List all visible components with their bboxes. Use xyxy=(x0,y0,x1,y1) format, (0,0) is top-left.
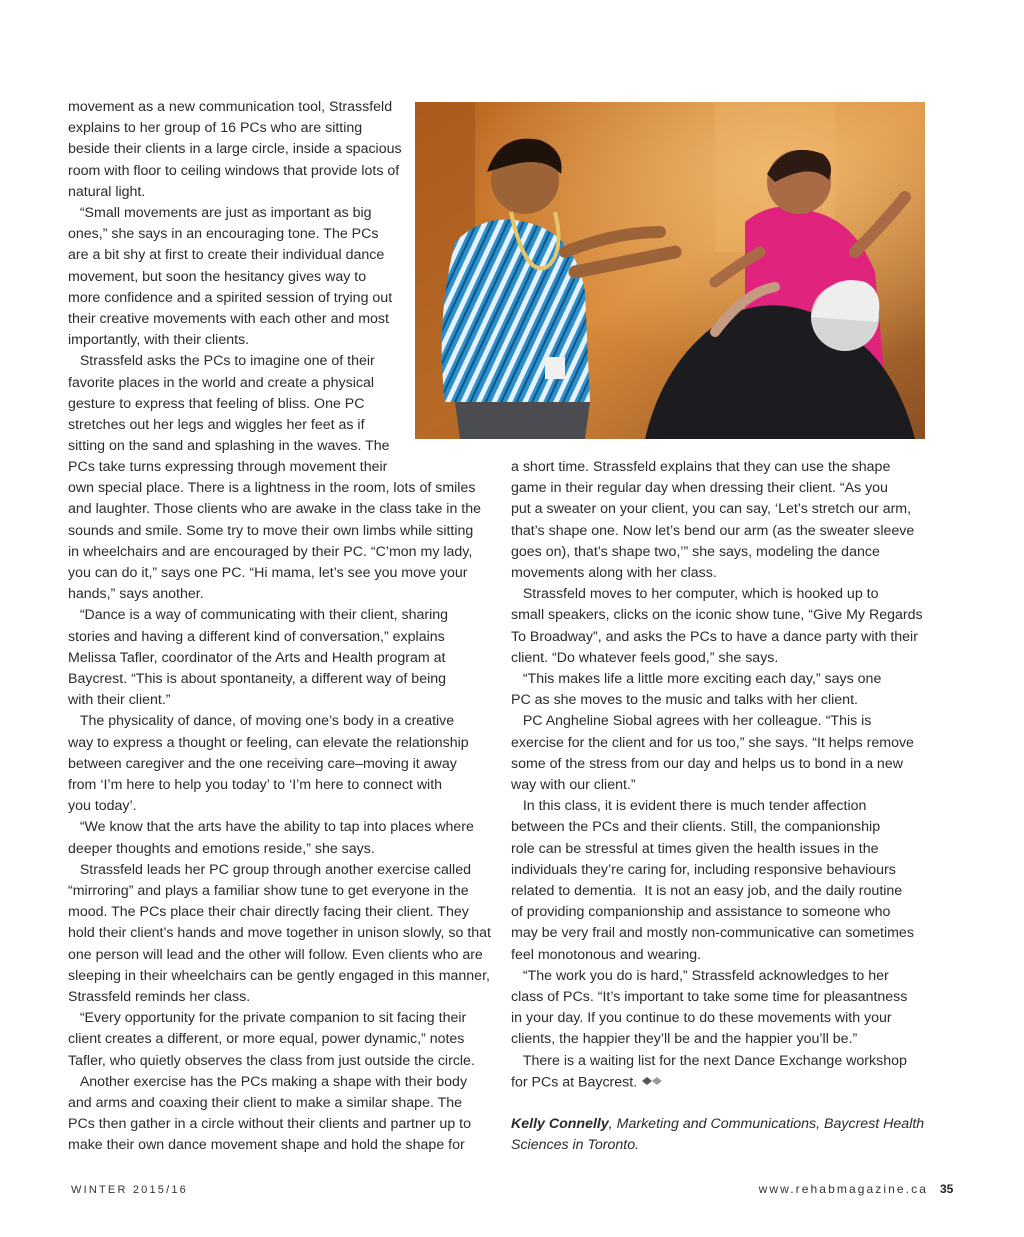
left-top-line: favorite places in the world and create a physical xyxy=(68,374,374,391)
left-bottom-line: client creates a different, or more equal, power dynamic,” notes xyxy=(68,1031,465,1048)
left-bottom-line: “Every opportunity for the private companion to sit facing their xyxy=(68,1010,467,1027)
left-bottom-line: in wheelchairs and are encouraged by their PC. “C’mon my lady, xyxy=(68,543,473,560)
author-affiliation: Sciences in Toronto. xyxy=(511,1137,640,1154)
right-line: may be very frail and mostly non-communicative can sometimes xyxy=(511,925,914,942)
right-line: class of PCs. “It’s important to take some time for pleasantness xyxy=(511,989,908,1005)
left-bottom-line: way to express a thought or feeling, can elevate the relationship xyxy=(68,734,469,751)
left-bottom-line: you today’. xyxy=(68,798,137,815)
left-bottom-line: Strassfeld reminds her class. xyxy=(68,989,251,1005)
left-top-line: importantly, with their clients. xyxy=(68,332,250,349)
left-bottom-line: and arms and coaxing their client to make a similar shape. The xyxy=(68,1095,463,1111)
left-bottom-line: one person will lead and the other will follow. Even clients who are xyxy=(68,946,483,963)
left-bottom-line: Baycrest. “This is about spontaneity, a different way of being xyxy=(68,671,447,687)
left-top-line: explains to her group of 16 PCs who are sitting xyxy=(68,120,363,137)
right-line: In this class, it is evident there is much tender affection xyxy=(511,798,867,815)
left-top-line: are a bit shy at first to create their individual dance xyxy=(68,247,385,264)
right-line: “The work you do is hard,” Strassfeld acknowledges to her xyxy=(511,967,889,984)
right-line: small speakers, clicks on the iconic show tune, “Give My Regards xyxy=(511,607,923,624)
right-line: clients, the happier they’ll be and the happier you’ll be.” xyxy=(511,1031,858,1048)
right-line: To Broadway”, and asks the PCs to have a dance party with their xyxy=(511,628,918,645)
right-line: of providing companionship and assistance to someone who xyxy=(511,904,891,921)
issue-label: WINTER 2015/16 xyxy=(71,1184,189,1196)
left-top-line: more confidence and a spirited session of trying out xyxy=(68,289,393,306)
right-line: between the PCs and their clients. Still, the companionship xyxy=(511,819,881,836)
left-top-line: ones,” she says in an encouraging tone. The PCs xyxy=(68,226,379,243)
left-bottom-line: PCs then gather in a circle without their clients and partner up to xyxy=(68,1116,471,1133)
right-line: Strassfeld moves to her computer, which is hooked up to xyxy=(511,586,879,603)
right-line: some of the stress from our day and helps us to bond in a new xyxy=(511,755,903,772)
right-line: a short time. Strassfeld explains that they can use the shape xyxy=(511,459,891,475)
left-bottom-line: PCs take turns expressing through movement their xyxy=(68,459,388,475)
article-photo xyxy=(415,102,925,439)
left-top-line: stretches out her legs and wiggles her feet as if xyxy=(68,417,365,433)
right-line: “This makes life a little more exciting each day,” says one xyxy=(511,671,882,687)
right-line: related to dementia. It is not an easy job, and the daily routine xyxy=(511,883,903,899)
left-bottom-line: Strassfeld leads her PC group through another exercise called xyxy=(68,861,471,878)
left-bottom-line: and laughter. Those clients who are awake in the class take in the xyxy=(68,501,482,518)
dance-class-photo xyxy=(415,102,925,439)
right-line: that’s shape one. Now let’s bend our arm (as the sweater sleeve xyxy=(511,522,915,539)
left-top-line: movement, but soon the hesitancy gives way to xyxy=(68,268,367,285)
right-line: put a sweater on your client, you can say, ‘Let’s stretch our arm, xyxy=(511,501,912,518)
left-top-line: “Small movements are just as important as big xyxy=(68,205,372,221)
left-bottom-line: you can do it,” says one PC. “Hi mama, let’s see you move your xyxy=(68,565,468,581)
end-mark-icon xyxy=(641,1072,663,1093)
left-bottom-line: stories and having a different kind of conversation,” explains xyxy=(68,628,445,645)
right-line: in your day. If you continue to do these movements with your xyxy=(511,1010,892,1027)
left-bottom-line: Another exercise has the PCs making a shape with their body xyxy=(68,1073,468,1090)
left-bottom-line: from ‘I’m here to help you today’ to ‘I’m here to connect with xyxy=(68,777,443,793)
right-line: game in their regular day when dressing their client. “As you xyxy=(511,480,888,497)
left-top-line: natural light. xyxy=(68,183,146,200)
left-bottom-line: “mirroring” and plays a familiar show tune to get everyone in the xyxy=(68,883,469,899)
left-bottom-line: mood. The PCs place their chair directly facing their client. They xyxy=(68,904,469,921)
left-bottom-line: hands,” says another. xyxy=(68,586,204,603)
right-line: feel monotonous and wearing. xyxy=(511,946,702,963)
right-line: exercise for the client and for us too,” she says. “It helps remove xyxy=(511,734,914,751)
left-top-line: gesture to express that feeling of bliss. One PC xyxy=(68,395,365,412)
left-bottom-line: “We know that the arts have the ability to tap into places where xyxy=(68,819,474,836)
right-line: client. “Do whatever feels good,” she says. xyxy=(511,649,779,666)
left-bottom-line: deeper thoughts and emotions reside,” she says. xyxy=(68,840,375,857)
left-top-line: their creative movements with each other and most xyxy=(68,311,389,327)
left-bottom-line: “Dance is a way of communicating with their client, sharing xyxy=(68,607,449,624)
right-line: PC as she moves to the music and talks with her client. xyxy=(511,692,858,709)
left-top-line: sitting on the sand and splashing in the waves. The xyxy=(68,438,390,455)
author-name: Kelly Connelly xyxy=(511,1116,609,1132)
left-bottom-line: between caregiver and the one receiving care–moving it away xyxy=(68,755,457,772)
left-bottom-line: sleeping in their wheelchairs can be gently engaged in this manner, xyxy=(68,967,490,984)
page-number: 35 xyxy=(940,1182,954,1196)
left-top-line: beside their clients in a large circle, inside a spacious xyxy=(68,141,402,158)
website-label: www.rehabmagazine.ca xyxy=(758,1182,928,1196)
author-byline xyxy=(511,1114,924,1156)
left-top-line: movement as a new communication tool, Strassfeld xyxy=(68,99,393,115)
left-bottom-line: own special place. There is a lightness in the room, lots of smiles xyxy=(68,480,476,497)
left-bottom-line: hold their client’s hands and move together in unison slowly, so that xyxy=(68,925,491,942)
left-bottom-line: Melissa Tafler, coordinator of the Arts and Health program at xyxy=(68,649,446,666)
left-top-line: room with floor to ceiling windows that provide lots of xyxy=(68,162,400,179)
left-bottom-line: sounds and smile. Some try to move their own limbs while sitting xyxy=(68,522,474,539)
left-top-line: Strassfeld asks the PCs to imagine one of their xyxy=(68,353,375,370)
author-role: , Marketing and Communications, Baycrest Health xyxy=(608,1116,925,1132)
right-line: There is a waiting list for the next Dance Exchange workshop xyxy=(511,1052,907,1069)
right-line: way with our client.” xyxy=(511,777,636,793)
right-line: for PCs at Baycrest. xyxy=(511,1072,663,1093)
left-bottom-line: with their client.” xyxy=(68,692,171,709)
right-line: goes on), that’s shape two,’” she says, modeling the dance xyxy=(511,543,880,560)
left-bottom-line: The physicality of dance, of moving one’s body in a creative xyxy=(68,713,455,730)
right-line: individuals they’re caring for, including responsive behaviours xyxy=(511,861,896,878)
right-line: role can be stressful at times given the health issues in the xyxy=(511,840,879,857)
left-bottom-line: Tafler, who quietly observes the class from just outside the circle. xyxy=(68,1052,475,1069)
right-line: PC Angheline Siobal agrees with her colleague. “This is xyxy=(511,713,872,730)
left-bottom-line: make their own dance movement shape and hold the shape for xyxy=(68,1137,465,1154)
right-line: movements along with her class. xyxy=(511,565,717,581)
